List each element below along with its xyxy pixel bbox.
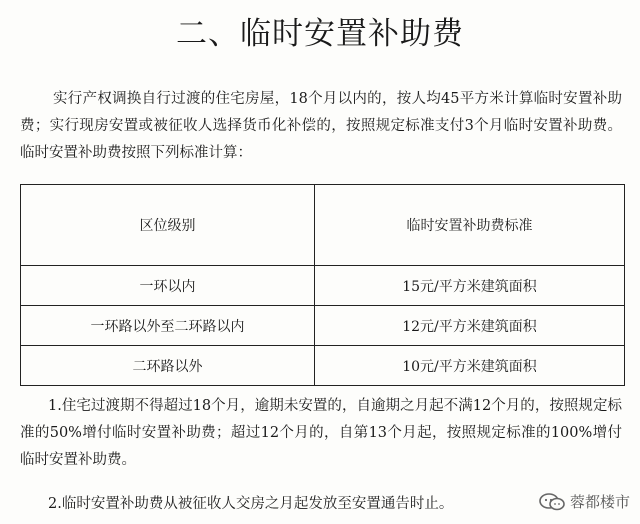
zone-cell: 二环路以外 bbox=[21, 346, 315, 386]
intro-paragraph: 实行产权调换自行过渡的住宅房屋，18个月以内的，按人均45平方米计算临时安置补助费；实行现房安置或被征收人选择货币化补偿的，按照规定标准支付3个月临时安置补助费。临时安置补助费按照下列标准计算： bbox=[20, 91, 622, 161]
watermark bbox=[538, 491, 630, 512]
column-header-zone: 区位级别 bbox=[21, 185, 315, 266]
table-row bbox=[21, 346, 625, 386]
zone-cell: 一环路以外至二环路以内 bbox=[21, 306, 315, 346]
standard-cell: 12元/平方米建筑面积 bbox=[315, 306, 625, 346]
table-header-row bbox=[21, 185, 625, 266]
note-paragraph-2: 2.临时安置补助费从被征收人交房之月起发放至安置通告时止。 bbox=[48, 496, 454, 512]
table-row bbox=[21, 306, 625, 346]
standard-cell: 15元/平方米建筑面积 bbox=[315, 266, 625, 306]
watermark-text: 蓉都楼市 bbox=[569, 493, 630, 511]
note-paragraph-1: 1.住宅过渡期不得超过18个月，逾期未安置的，自逾期之月起不满12个月的，按照规定标准的50%增付临时安置补助费；超过12个月的，自第13个月起，按照规定标准的100%增付临时安置补助费。 bbox=[20, 398, 622, 468]
table-row bbox=[21, 266, 625, 306]
zone-cell: 一环以内 bbox=[21, 266, 315, 306]
standard-cell: 10元/平方米建筑面积 bbox=[315, 346, 625, 386]
page-title: 二、临时安置补助费 bbox=[176, 16, 464, 52]
subsidy-table bbox=[20, 184, 625, 386]
column-header-standard: 临时安置补助费标准 bbox=[315, 185, 625, 266]
wechat-icon bbox=[538, 492, 566, 512]
